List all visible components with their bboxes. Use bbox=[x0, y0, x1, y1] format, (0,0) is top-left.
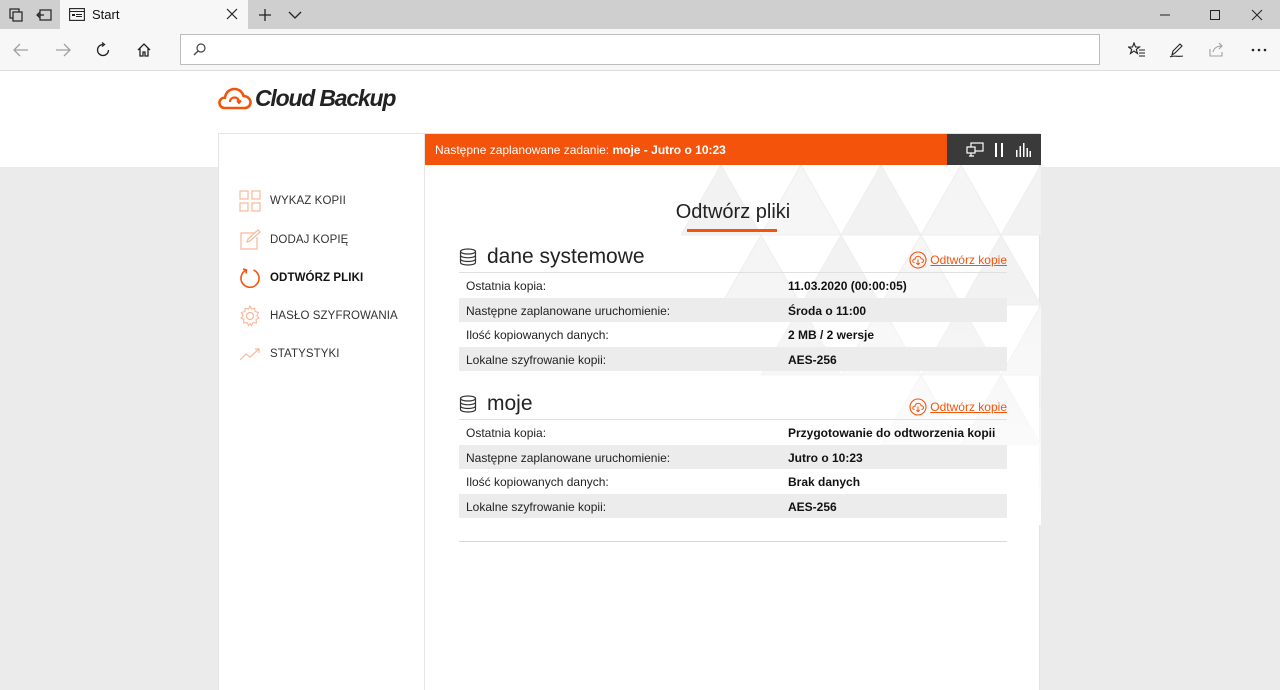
address-input[interactable] bbox=[215, 40, 1085, 60]
row-label: Następne zaplanowane uruchomienie: bbox=[466, 450, 671, 465]
page-icon bbox=[69, 8, 85, 21]
row-value: AES-256 bbox=[788, 499, 837, 514]
next-task-prefix: Następne zaplanowane zadanie: bbox=[435, 143, 613, 157]
cloud-download-icon bbox=[909, 251, 927, 269]
address-bar[interactable] bbox=[180, 34, 1100, 65]
tabs-aside-icon bbox=[36, 8, 52, 22]
sidebar bbox=[219, 134, 425, 690]
database-icon bbox=[459, 248, 477, 266]
minimize-icon bbox=[1159, 9, 1171, 21]
more-dots-icon bbox=[1251, 48, 1267, 52]
logo[interactable] bbox=[218, 85, 395, 112]
grid-icon bbox=[239, 190, 261, 212]
sidebar-item-encryption-password[interactable] bbox=[239, 303, 419, 329]
home-icon bbox=[136, 42, 152, 58]
pause-icon bbox=[993, 142, 1005, 158]
table-row bbox=[459, 420, 1007, 445]
row-label: Ostatnia kopia: bbox=[466, 279, 547, 293]
arrow-left-icon bbox=[13, 43, 29, 57]
row-label: Lokalne szyfrowanie kopii: bbox=[466, 499, 607, 514]
row-value: Brak danych bbox=[788, 475, 861, 489]
divider bbox=[459, 541, 1007, 542]
tab-start[interactable] bbox=[60, 0, 248, 29]
browser-nav-bar bbox=[0, 29, 1280, 71]
plus-icon bbox=[258, 8, 272, 22]
status-bar bbox=[425, 134, 947, 165]
next-task-status bbox=[435, 143, 726, 157]
favorites-button[interactable] bbox=[1124, 37, 1150, 63]
restore-backup-label: Odtwórz kopie bbox=[930, 253, 1007, 267]
table-row bbox=[459, 494, 1007, 519]
arrow-right-icon bbox=[55, 43, 71, 57]
sidebar-item-label: HASŁO SZYFROWANIA bbox=[270, 310, 398, 322]
row-value: Przygotowanie do odtworzenia kopii bbox=[788, 426, 996, 440]
toolbar bbox=[947, 134, 1041, 165]
new-tab-button[interactable] bbox=[254, 0, 276, 29]
row-value: 2 MB / 2 wersje bbox=[788, 328, 875, 342]
tabs-stack-icon bbox=[9, 8, 23, 22]
back-button[interactable] bbox=[8, 37, 34, 63]
monitor-icon bbox=[966, 142, 984, 158]
edit-icon bbox=[239, 229, 261, 251]
section-title: moje bbox=[487, 392, 533, 415]
title-underline bbox=[687, 229, 777, 232]
notes-button[interactable] bbox=[1164, 37, 1190, 63]
sidebar-item-statistics[interactable] bbox=[239, 341, 419, 367]
cloud-logo-icon bbox=[218, 87, 252, 111]
backup-section-system-data bbox=[459, 245, 1007, 371]
main-content bbox=[425, 165, 1041, 690]
maximize-icon bbox=[1209, 9, 1221, 21]
bar-chart-icon bbox=[1015, 142, 1031, 158]
restore-backup-link[interactable] bbox=[909, 398, 1007, 416]
refresh-icon bbox=[95, 42, 111, 58]
cloud-download-icon bbox=[909, 398, 927, 416]
sidebar-item-label: DODAJ KOPIĘ bbox=[270, 234, 349, 246]
home-button[interactable] bbox=[131, 37, 157, 63]
share-button[interactable] bbox=[1204, 37, 1230, 63]
table-row bbox=[459, 322, 1007, 347]
restore-backup-label: Odtwórz kopie bbox=[930, 400, 1007, 414]
pen-icon bbox=[1169, 42, 1185, 58]
row-label: Następne zaplanowane uruchomienie: bbox=[466, 303, 671, 318]
tab-title: Start bbox=[92, 7, 120, 22]
sidebar-item-label: WYKAZ KOPII bbox=[270, 195, 346, 207]
row-value: Środa o 11:00 bbox=[788, 303, 867, 318]
share-icon bbox=[1209, 42, 1225, 58]
backup-section-moje bbox=[459, 392, 1007, 518]
table-row bbox=[459, 469, 1007, 494]
row-label: Lokalne szyfrowanie kopii: bbox=[466, 352, 607, 367]
table-row bbox=[459, 298, 1007, 323]
restore-backup-link[interactable] bbox=[909, 251, 1007, 269]
row-label: Ilość kopiowanych danych: bbox=[466, 328, 609, 342]
section-title: dane systemowe bbox=[487, 245, 645, 268]
row-value: 11.03.2020 (00:00:05) bbox=[788, 279, 907, 293]
logo-text: Cloud Backup bbox=[255, 85, 396, 111]
pause-button[interactable] bbox=[988, 139, 1010, 161]
sidebar-item-restore-files[interactable] bbox=[239, 265, 419, 291]
app-panel bbox=[218, 133, 1040, 690]
database-icon bbox=[459, 395, 477, 413]
close-tab-icon[interactable] bbox=[226, 8, 238, 20]
row-value: AES-256 bbox=[788, 352, 837, 367]
tab-actions-button[interactable] bbox=[4, 0, 28, 29]
sidebar-item-add-backup[interactable] bbox=[239, 227, 419, 253]
section-header bbox=[459, 245, 1007, 273]
tab-preview-button[interactable] bbox=[284, 0, 306, 29]
set-tabs-aside-button[interactable] bbox=[32, 0, 56, 29]
monitor-button[interactable] bbox=[964, 139, 986, 161]
restore-icon bbox=[239, 267, 261, 289]
section-header bbox=[459, 392, 1007, 420]
table-row bbox=[459, 273, 1007, 298]
sidebar-item-label: STATYSTYKI bbox=[270, 348, 340, 360]
minimize-button[interactable] bbox=[1142, 0, 1188, 29]
maximize-button[interactable] bbox=[1192, 0, 1238, 29]
browser-tab-bar bbox=[0, 0, 1280, 29]
refresh-button[interactable] bbox=[90, 37, 116, 63]
more-button[interactable] bbox=[1246, 37, 1272, 63]
next-task-value: moje - Jutro o 10:23 bbox=[612, 143, 726, 157]
favorites-star-icon bbox=[1128, 42, 1146, 58]
table-row bbox=[459, 445, 1007, 470]
row-label: Ostatnia kopia: bbox=[466, 426, 547, 440]
sidebar-item-label: ODTWÓRZ PLIKI bbox=[270, 272, 364, 284]
chevron-down-icon bbox=[288, 10, 302, 20]
row-value: Jutro o 10:23 bbox=[788, 450, 863, 465]
table-row bbox=[459, 347, 1007, 372]
gear-icon bbox=[239, 305, 261, 327]
chart-line-icon bbox=[239, 343, 261, 365]
sidebar-item-backup-list[interactable] bbox=[239, 188, 419, 214]
close-icon bbox=[1251, 9, 1263, 21]
page-title: Odtwórz pliki bbox=[675, 201, 791, 223]
close-window-button[interactable] bbox=[1234, 0, 1280, 29]
row-label: Ilość kopiowanych danych: bbox=[466, 475, 609, 489]
forward-button[interactable] bbox=[50, 37, 76, 63]
search-icon bbox=[193, 43, 206, 56]
stats-button[interactable] bbox=[1012, 139, 1034, 161]
